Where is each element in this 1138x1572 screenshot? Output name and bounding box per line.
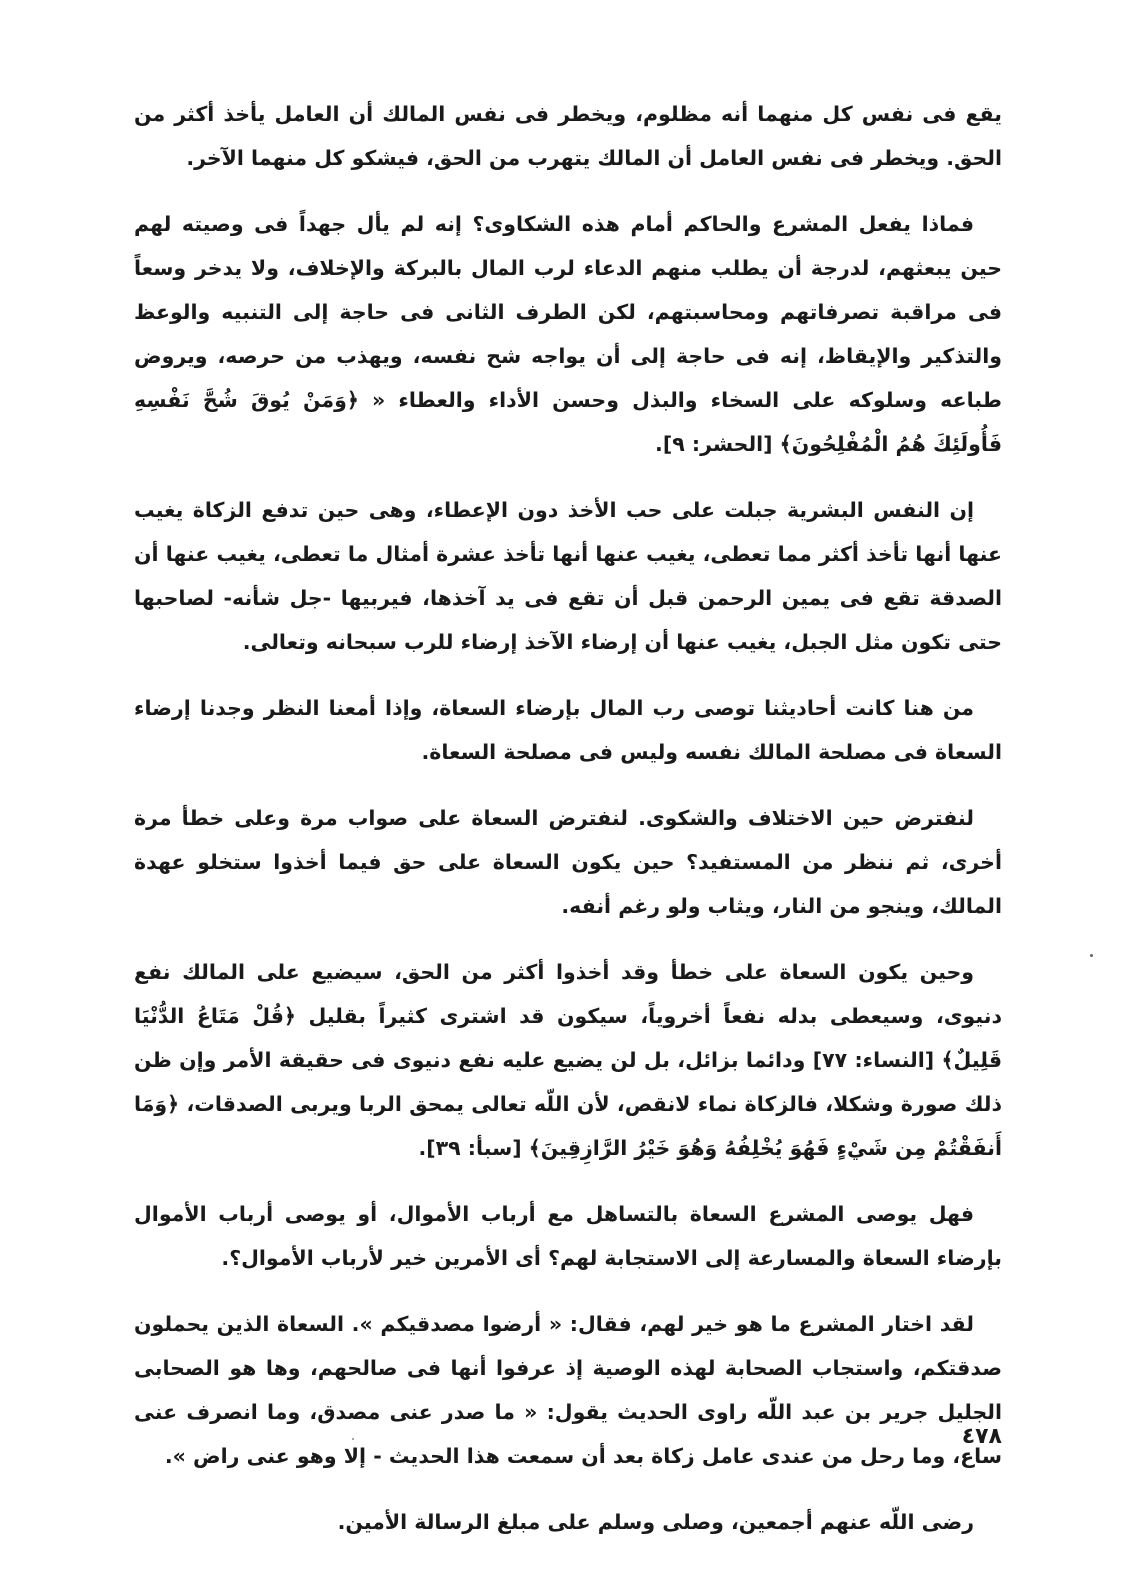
paragraph-1: يقع فى نفس كل منهما أنه مظلوم، ويخطر فى نفس المالك أن العامل يأخذ أكثر من الحق. ويخطر فى نفس العامل أن المالك يتهرب من الحق، فيشكو كل منهما الآخر. [134, 102, 1002, 170]
paragraph-4: من هنا كانت أحاديثنا توصى رب المال بإرضاء السعاة، وإذا أمعنا النظر وجدنا إرضاء السعاة فى مصلحة المالك نفسه وليس فى مصلحة السعاة. [134, 696, 1002, 764]
paragraph-3: إن النفس البشرية جبلت على حب الأخذ دون الإعطاء، وهى حين تدفع الزكاة يغيب عنها أنها تأخذ أكثر مما تعطى، يغيب عنها أنها تأخذ عشرة أمثال ما تعطى، يغيب عنها أن الصدقة تقع فى يمين الرحمن قبل أن تقع فى يد آخذها، فيربيها -جل شأنه- لصاحبها حتى تكون مثل الجبل، يغيب عنها أن إرضاء الآخذ إرضاء للرب سبحانه وتعالى. [134, 498, 1002, 654]
paragraph-7: فهل يوصى المشرع السعاة بالتساهل مع أرباب الأموال، أو يوصى أرباب الأموال بإرضاء السعاة والمسارعة إلى الاستجابة لهم؟ أى الأمرين خير لأرباب الأموال؟. [134, 1202, 1002, 1270]
page-body [134, 92, 1002, 1566]
scan-speck [1090, 954, 1093, 957]
paragraph-6: وحين يكون السعاة على خطأ وقد أخذوا أكثر من الحق، سيضيع على المالك نفع دنيوى، وسيعطى بدله نفعاً أخروياً، سيكون قد اشترى كثيراً بقليل ﴿قُلْ مَتَاعُ الدُّنْيَا قَلِيلٌ﴾ [النساء: ٧٧] ودائما بزائل، بل لن يضيع عليه نفع دنيوى فى حقيقة الأمر وإن ظن ذلك صورة وشكلا، فالزكاة نماء لانقص، لأن اللّه تعالى يمحق الربا ويربى الصدقات، ﴿وَمَا أَنفَقْتُمْ مِن شَيْءٍ فَهُوَ يُخْلِفُهُ وَهُوَ خَيْرُ الرَّازِقِينَ﴾ [سبأ: ٣٩]. [134, 960, 1002, 1160]
paragraph-5: لنفترض حين الاختلاف والشكوى. لنفترض السعاة على صواب مرة وعلى خطأ مرة أخرى، ثم ننظر من المستفيد؟ حين يكون السعاة على حق فيما أخذوا ستخلو عهدة المالك، وينجو من النار، ويثاب ولو رغم أنفه. [134, 806, 1002, 918]
scan-speck-2 [352, 1438, 354, 1440]
paragraph-8: لقد اختار المشرع ما هو خير لهم، فقال: « أرضوا مصدقيكم ». السعاة الذين يحملون صدقتكم، واستجاب الصحابة لهذه الوصية إذ عرفوا أنها فى صالحهم، وها هو الصحابى الجليل جرير بن عبد اللّه راوى الحديث يقول: « ما صدر عنى مصدق، وما انصرف عنى ساع، وما رحل من عندى عامل زكاة بعد أن سمعت هذا الحديث - إلا وهو عنى راض ». [134, 1312, 1002, 1468]
paragraph-9: رضى اللّه عنهم أجمعين، وصلى وسلم على مبلغ الرسالة الأمين. [337, 1510, 974, 1534]
paragraph-2: فماذا يفعل المشرع والحاكم أمام هذه الشكاوى؟ إنه لم يأل جهداً فى وصيته لهم حين يبعثهم، لدرجة أن يطلب منهم الدعاء لرب المال بالبركة والإخلاف، ولا يدخر وسعاً فى مراقبة تصرفاتهم ومحاسبتهم، لكن الطرف الثانى فى حاجة إلى التنبيه والوعظ والتذكير والإيقاظ، إنه فى حاجة إلى أن يواجه شح نفسه، ويهذب من حرصه، ويروض طباعه وسلوكه على السخاء والبذل وحسن الأداء والعطاء « ﴿وَمَنْ يُوقَ شُحَّ نَفْسِهِ فَأُولَئِكَ هُمُ الْمُفْلِحُونَ﴾ [الحشر: ٩]. [134, 212, 1002, 456]
page-number: ٤٧٨ [961, 1424, 1002, 1449]
